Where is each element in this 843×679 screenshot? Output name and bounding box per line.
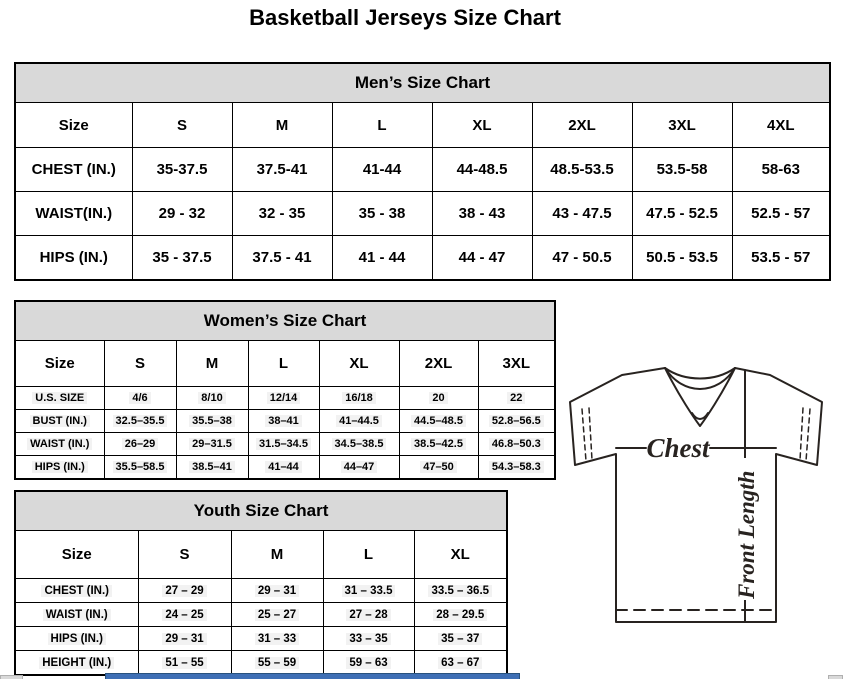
- value-cell: [432, 148, 532, 192]
- column-header-cell: 2XL: [399, 341, 478, 387]
- table-row: [15, 603, 507, 627]
- value-cell: [478, 456, 555, 480]
- value-cell: [319, 456, 399, 480]
- column-header-cell: 2XL: [532, 103, 632, 148]
- value-text: 59 – 63: [346, 657, 390, 669]
- value-cell: [323, 651, 414, 676]
- value-text: 55 – 59: [255, 657, 299, 669]
- row-label-cell: [15, 148, 132, 192]
- value-text: 20: [429, 392, 447, 404]
- value-text: 8/10: [198, 392, 225, 404]
- column-header-cell: Size: [15, 341, 104, 387]
- value-text: 63 – 67: [438, 657, 482, 669]
- value-text: 38 - 43: [458, 205, 506, 222]
- value-cell: [104, 387, 176, 410]
- value-cell: [248, 387, 319, 410]
- value-cell: [319, 410, 399, 433]
- value-cell: [176, 433, 248, 456]
- value-cell: [232, 192, 332, 236]
- value-text: 27 – 29: [162, 585, 206, 597]
- value-text: 35 - 38: [358, 205, 406, 222]
- value-text: 35.5–38: [189, 415, 235, 427]
- value-cell: [478, 433, 555, 456]
- value-cell: [732, 192, 830, 236]
- value-cell: [248, 433, 319, 456]
- value-cell: [432, 236, 532, 281]
- value-cell: [323, 579, 414, 603]
- value-text: 48.5-53.5: [550, 161, 614, 178]
- collar-v-neck: [665, 368, 735, 426]
- row-label-cell: [15, 579, 138, 603]
- scrollbar-thumb[interactable]: [105, 673, 520, 679]
- value-text: 28 – 29.5: [433, 609, 487, 621]
- value-text: 12/14: [267, 392, 301, 404]
- value-text: 52.8–56.5: [489, 415, 544, 427]
- value-text: 35 – 37: [438, 633, 482, 645]
- value-cell: [399, 433, 478, 456]
- value-text: 51 – 55: [162, 657, 206, 669]
- table-row: [15, 651, 507, 676]
- value-text: 24 – 25: [162, 609, 206, 621]
- table-row: [15, 148, 830, 192]
- value-text: 22: [507, 392, 525, 404]
- row-label: HIPS (IN.): [39, 249, 108, 266]
- column-header-cell: 3XL: [478, 341, 555, 387]
- value-cell: [132, 192, 232, 236]
- value-text: 32 - 35: [258, 205, 306, 222]
- value-text: 47–50: [420, 461, 457, 473]
- value-text: 32.5–35.5: [113, 415, 168, 427]
- value-cell: [414, 651, 507, 676]
- table-row: [15, 456, 555, 480]
- value-text: 37.5 - 41: [252, 249, 312, 266]
- value-cell: [231, 603, 323, 627]
- value-text: 35.5–58.5: [113, 461, 168, 473]
- value-text: 44–47: [341, 461, 378, 473]
- value-text: 38–41: [265, 415, 302, 427]
- value-text: 50.5 - 53.5: [646, 249, 718, 266]
- jersey-measurement-diagram: [558, 362, 834, 628]
- value-text: 41-44: [362, 161, 402, 178]
- value-cell: [319, 433, 399, 456]
- value-cell: [231, 579, 323, 603]
- row-label-cell: [15, 627, 138, 651]
- row-label: WAIST (IN.): [27, 438, 92, 450]
- column-header-cell: L: [323, 531, 414, 579]
- row-label-cell: [15, 456, 104, 480]
- row-label: U.S. SIZE: [32, 392, 87, 404]
- value-cell: [532, 148, 632, 192]
- value-text: 47 - 50.5: [552, 249, 612, 266]
- value-cell: [414, 627, 507, 651]
- value-cell: [632, 192, 732, 236]
- value-cell: [231, 627, 323, 651]
- value-cell: [632, 148, 732, 192]
- row-label-cell: [15, 603, 138, 627]
- table-row: [15, 410, 555, 433]
- table-row: [15, 627, 507, 651]
- column-header-cell: Size: [15, 103, 132, 148]
- value-text: 16/18: [342, 392, 376, 404]
- value-text: 44 - 47: [458, 249, 506, 266]
- value-cell: [323, 603, 414, 627]
- value-cell: [132, 236, 232, 281]
- value-text: 31 – 33.5: [342, 585, 396, 597]
- jersey-outline: [570, 368, 822, 622]
- value-cell: [319, 387, 399, 410]
- row-label-cell: [15, 236, 132, 281]
- value-cell: [104, 433, 176, 456]
- left-cuff-stitch: [582, 408, 592, 461]
- table-title-row: [15, 491, 507, 531]
- right-cuff-stitch: [800, 408, 810, 461]
- table-title-row: [15, 301, 555, 341]
- value-text: 35-37.5: [156, 161, 208, 178]
- row-label-cell: [15, 433, 104, 456]
- collar-arc-outer: [665, 368, 735, 379]
- row-label-cell: [15, 410, 104, 433]
- value-text: 41–44.5: [336, 415, 382, 427]
- value-text: 29 – 31: [255, 585, 299, 597]
- row-label: CHEST (IN.): [41, 585, 112, 597]
- value-text: 38.5–42.5: [411, 438, 466, 450]
- value-cell: [332, 192, 432, 236]
- chest-label: Chest: [646, 433, 710, 463]
- value-cell: [432, 192, 532, 236]
- table-title: Youth Size Chart: [15, 491, 507, 531]
- value-cell: [332, 236, 432, 281]
- value-text: 38.5–41: [189, 461, 235, 473]
- table-row: [15, 236, 830, 281]
- row-label: BUST (IN.): [30, 415, 90, 427]
- row-label: CHEST (IN.): [31, 161, 116, 178]
- column-header-cell: M: [231, 531, 323, 579]
- column-header-cell: M: [232, 103, 332, 148]
- value-text: 53.5 - 57: [751, 249, 811, 266]
- row-label-cell: [15, 651, 138, 676]
- value-text: 26–29: [122, 438, 159, 450]
- value-text: 29 – 31: [162, 633, 206, 645]
- value-cell: [532, 192, 632, 236]
- value-cell: [138, 627, 231, 651]
- row-label: HEIGHT (IN.): [39, 657, 114, 669]
- table-row: [15, 579, 507, 603]
- value-cell: [478, 410, 555, 433]
- page-title: Basketball Jerseys Size Chart: [249, 5, 561, 30]
- value-text: 34.5–38.5: [332, 438, 387, 450]
- value-cell: [132, 148, 232, 192]
- value-cell: [176, 410, 248, 433]
- value-text: 25 – 27: [255, 609, 299, 621]
- value-cell: [478, 387, 555, 410]
- value-cell: [632, 236, 732, 281]
- value-cell: [176, 387, 248, 410]
- table-title-row: [15, 63, 830, 103]
- value-cell: [732, 148, 830, 192]
- table-row: [15, 192, 830, 236]
- value-cell: [104, 456, 176, 480]
- scrollbar-button-right[interactable]: [828, 675, 843, 679]
- column-header-cell: XL: [319, 341, 399, 387]
- value-text: 27 – 28: [346, 609, 390, 621]
- value-cell: [176, 456, 248, 480]
- row-label: HIPS (IN.): [48, 633, 106, 645]
- column-header-cell: M: [176, 341, 248, 387]
- row-label-cell: [15, 192, 132, 236]
- column-header-cell: XL: [432, 103, 532, 148]
- table-row: [15, 433, 555, 456]
- column-header-row: [15, 341, 555, 387]
- value-text: 4/6: [129, 392, 150, 404]
- value-cell: [399, 387, 478, 410]
- value-text: 52.5 - 57: [751, 205, 811, 222]
- value-text: 33 – 35: [346, 633, 390, 645]
- value-cell: [232, 148, 332, 192]
- value-text: 31 – 33: [255, 633, 299, 645]
- column-header-cell: 3XL: [632, 103, 732, 148]
- value-cell: [532, 236, 632, 281]
- value-cell: [138, 579, 231, 603]
- value-text: 58-63: [761, 161, 800, 178]
- value-text: 43 - 47.5: [552, 205, 612, 222]
- column-header-row: [15, 531, 507, 579]
- value-text: 54.3–58.3: [489, 461, 544, 473]
- value-cell: [232, 236, 332, 281]
- value-text: 35 - 37.5: [152, 249, 212, 266]
- column-header-row: [15, 103, 830, 148]
- value-text: 41 - 44: [358, 249, 406, 266]
- mens-size-table: [14, 62, 831, 281]
- column-header-cell: XL: [414, 531, 507, 579]
- row-label: WAIST(IN.): [35, 205, 113, 222]
- value-text: 31.5–34.5: [256, 438, 311, 450]
- front-length-label: Front Length: [734, 470, 759, 599]
- table-title: Men’s Size Chart: [15, 63, 830, 103]
- table-title: Women’s Size Chart: [15, 301, 555, 341]
- value-cell: [104, 410, 176, 433]
- value-cell: [399, 410, 478, 433]
- column-header-cell: S: [138, 531, 231, 579]
- youth-size-table: [14, 490, 508, 676]
- value-cell: [248, 456, 319, 480]
- value-text: 46.8–50.3: [489, 438, 544, 450]
- value-cell: [332, 148, 432, 192]
- value-cell: [138, 651, 231, 676]
- column-header-cell: L: [332, 103, 432, 148]
- column-header-cell: L: [248, 341, 319, 387]
- value-text: 47.5 - 52.5: [646, 205, 718, 222]
- value-cell: [732, 236, 830, 281]
- row-label-cell: [15, 387, 104, 410]
- column-header-cell: 4XL: [732, 103, 830, 148]
- value-text: 44-48.5: [456, 161, 508, 178]
- value-text: 33.5 – 36.5: [428, 585, 492, 597]
- value-cell: [414, 603, 507, 627]
- value-text: 29 - 32: [158, 205, 206, 222]
- column-header-cell: Size: [15, 531, 138, 579]
- value-text: 44.5–48.5: [411, 415, 466, 427]
- value-cell: [231, 651, 323, 676]
- value-cell: [399, 456, 478, 480]
- row-label: HIPS (IN.): [32, 461, 88, 473]
- table-row: [15, 387, 555, 410]
- value-cell: [138, 603, 231, 627]
- value-cell: [248, 410, 319, 433]
- row-label: WAIST (IN.): [43, 609, 111, 621]
- value-text: 29–31.5: [189, 438, 235, 450]
- scrollbar-button-left[interactable]: [0, 675, 23, 679]
- value-text: 37.5-41: [256, 161, 308, 178]
- value-cell: [414, 579, 507, 603]
- value-cell: [323, 627, 414, 651]
- column-header-cell: S: [104, 341, 176, 387]
- value-text: 53.5-58: [656, 161, 708, 178]
- value-text: 41–44: [265, 461, 302, 473]
- column-header-cell: S: [132, 103, 232, 148]
- womens-size-table: [14, 300, 556, 480]
